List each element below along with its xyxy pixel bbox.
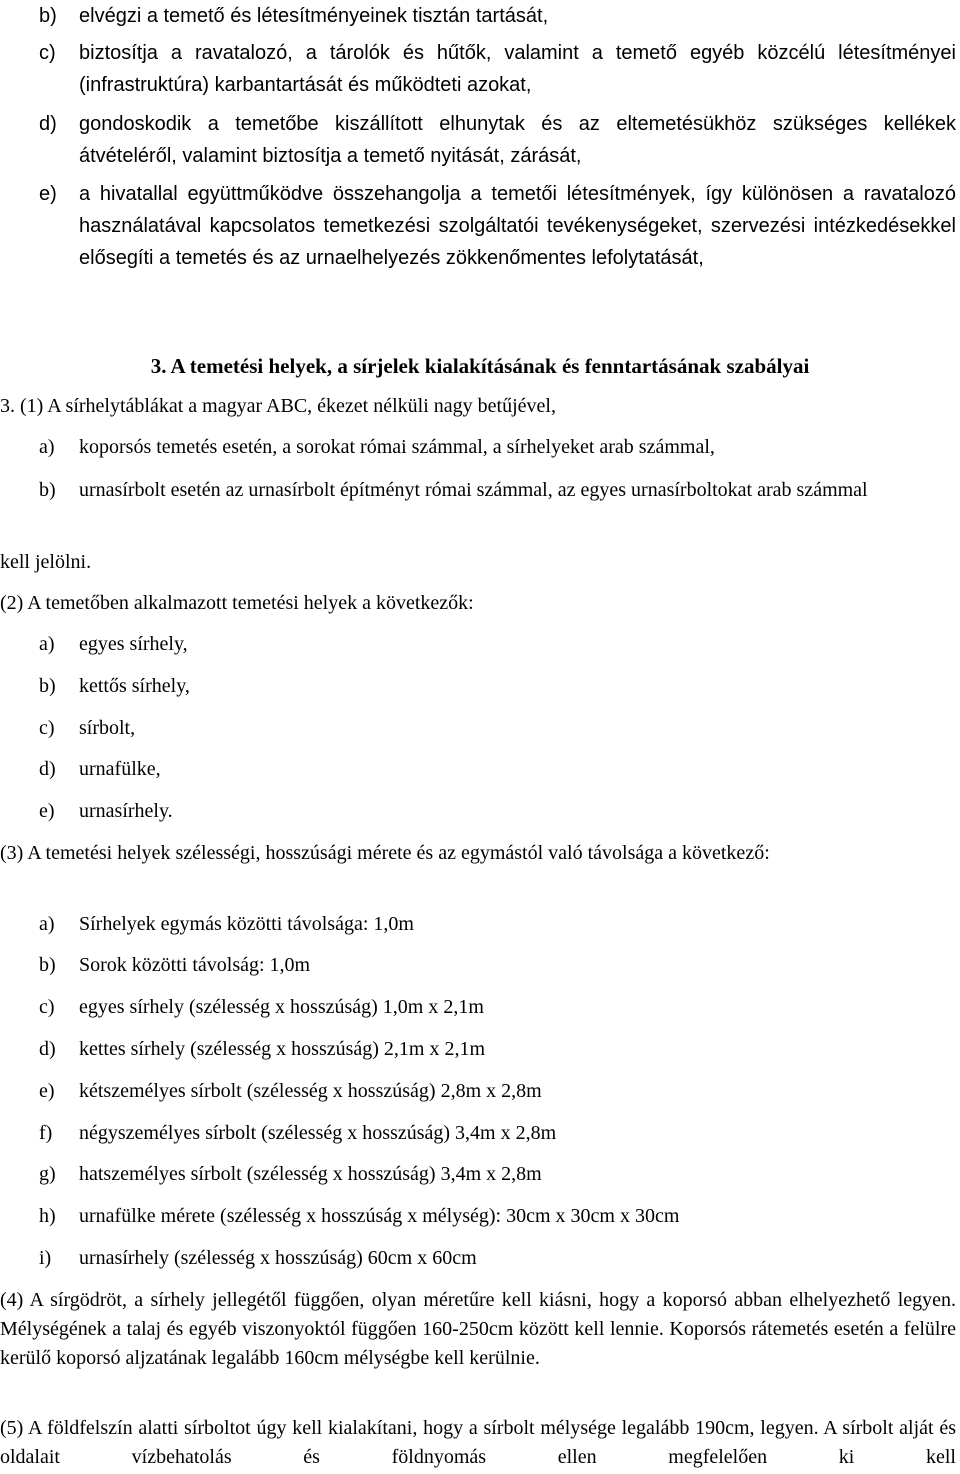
list-item-label: e) bbox=[39, 1080, 55, 1102]
list-item-b bbox=[39, 0, 956, 32]
p3-list-item-c bbox=[39, 993, 956, 1022]
section-heading: 3. A temetési helyek, a sírjelek kialakításának és fenntartásának szabályai bbox=[150, 354, 810, 378]
list-item-text: egyes sírhely (szélesség x hosszúság) 1,0m x 2,1m bbox=[79, 996, 484, 1018]
list-item-label: c) bbox=[39, 996, 55, 1018]
p3-list-item-g bbox=[39, 1160, 956, 1189]
list-item-text: négyszemélyes sírbolt (szélesség x hosszúság) 3,4m x 2,8m bbox=[79, 1122, 557, 1144]
list-item-d bbox=[39, 108, 956, 172]
p3-list-item-d bbox=[39, 1035, 956, 1064]
list-item-label: d) bbox=[39, 758, 56, 780]
p2-list-item-e bbox=[39, 797, 956, 826]
list-item-text: Sorok közötti távolság: 1,0m bbox=[79, 954, 311, 976]
paragraph-3-intro: (3) A temetési helyek szélességi, hosszúsági mérete és az egymástól való távolsága a következő: bbox=[0, 842, 770, 864]
p2-list-item-d bbox=[39, 755, 956, 784]
list-item-label: g) bbox=[39, 1163, 56, 1185]
list-item-text: urnasírhely (szélesség x hosszúság) 60cm x 60cm bbox=[79, 1247, 477, 1269]
list-item-label: b) bbox=[39, 5, 57, 27]
list-item-e bbox=[39, 178, 956, 274]
list-item-text: egyes sírhely, bbox=[79, 633, 188, 655]
list-item-label: b) bbox=[39, 954, 56, 976]
list-item-label: d) bbox=[39, 113, 57, 135]
p3-list-item-h bbox=[39, 1202, 956, 1231]
paragraph-1-outro: kell jelölni. bbox=[0, 551, 92, 573]
list-item-text: urnasírhely. bbox=[79, 800, 173, 822]
list-item-text: biztosítja a ravatalozó, a tárolók és hűtők, valamint a temető egyéb közcélú létesítményei (infrastruktúra) karbantartását és működteti azokat, bbox=[79, 42, 956, 96]
list-item-text: gondoskodik a temetőbe kiszállított elhunytak és az eltemetésükhöz szükséges kellékek átvételéről, valamint biztosítja a temető nyitását, zárását, bbox=[79, 113, 956, 167]
p2-list-item-a bbox=[39, 630, 956, 659]
list-item-label: d) bbox=[39, 1038, 56, 1060]
list-item-label: f) bbox=[39, 1122, 53, 1144]
list-item-text: elvégzi a temető és létesítményeinek tisztán tartását, bbox=[79, 5, 549, 27]
list-item-label: h) bbox=[39, 1205, 56, 1227]
list-item-label: b) bbox=[39, 675, 56, 697]
p2-list-item-c bbox=[39, 714, 956, 743]
p3-list-item-e bbox=[39, 1077, 956, 1106]
list-item-label: b) bbox=[39, 479, 56, 501]
list-item-text: kétszemélyes sírbolt (szélesség x hosszúság) 2,8m x 2,8m bbox=[79, 1080, 542, 1102]
paragraph-4: (4) A sírgödröt, a sírhely jellegétől függően, olyan méretűre kell kiásni, hogy a koporsó abban elhelyezhető legyen. Mélységének a talaj és egyéb viszonyoktól függően 160-250cm között kell lennie. Koporsós rátemetés esetén a felülre kerülő koporsó aljzatának legalább 160cm mélységbe kell kerülnie. bbox=[0, 1289, 956, 1369]
list-item-text: koporsós temetés esetén, a sorokat római számmal, a sírhelyeket arab számmal, bbox=[79, 436, 715, 458]
list-item-text: urnafülke, bbox=[79, 758, 161, 780]
list-item-label: a) bbox=[39, 633, 55, 655]
list-item-text: kettős sírhely, bbox=[79, 675, 190, 697]
list-item-label: e) bbox=[39, 183, 57, 205]
list-item-label: a) bbox=[39, 913, 55, 935]
list-item-text: a hivatallal együttműködve összehangolja a temetői létesítmények, így különösen a ravatalozó használatával kapcsolatos temetkezési szolgáltatói tevékenységeket, szervezési intézkedésekkel elősegíti a temetés és az urnaelhelyezés zökkenőmentes lefolytatását, bbox=[79, 183, 956, 269]
paragraph-2-intro: (2) A temetőben alkalmazott temetési helyek a következők: bbox=[0, 592, 474, 614]
list-item-label: a) bbox=[39, 436, 55, 458]
list-item-text: urnasírbolt esetén az urnasírbolt építményt római számmal, az egyes urnasírboltokat arab számmal bbox=[79, 479, 868, 501]
list-item-label: i) bbox=[39, 1247, 52, 1269]
p1-list-item-b bbox=[39, 476, 956, 505]
list-item-c bbox=[39, 37, 956, 101]
p3-list-item-i bbox=[39, 1244, 956, 1273]
list-item-text: sírbolt, bbox=[79, 717, 136, 739]
list-item-text: Sírhelyek egymás közötti távolsága: 1,0m bbox=[79, 913, 414, 935]
p3-list-item-a bbox=[39, 910, 956, 939]
p3-list-item-b bbox=[39, 951, 956, 980]
paragraph-5: (5) A földfelszín alatti sírboltot úgy kell kialakítani, hogy a sírbolt mélysége legalább 190cm, legyen. A sírbolt alját és oldalait vízbehatolás és földnyomás ellen megfelelően ki kell bbox=[0, 1417, 956, 1468]
p2-list-item-b bbox=[39, 672, 956, 701]
paragraph-1-intro: 3. (1) A sírhelytáblákat a magyar ABC, ékezet nélküli nagy betűjével, bbox=[0, 395, 556, 417]
list-item-text: kettes sírhely (szélesség x hosszúság) 2,1m x 2,1m bbox=[79, 1038, 486, 1060]
p3-list-item-f bbox=[39, 1119, 956, 1148]
list-item-label: c) bbox=[39, 42, 56, 64]
list-item-text: urnafülke mérete (szélesség x hosszúság x mélység): 30cm x 30cm x 30cm bbox=[79, 1205, 680, 1227]
p1-list-item-a bbox=[39, 433, 956, 462]
list-item-label: e) bbox=[39, 800, 55, 822]
list-item-text: hatszemélyes sírbolt (szélesség x hosszúság) 3,4m x 2,8m bbox=[79, 1163, 542, 1185]
list-item-label: c) bbox=[39, 717, 55, 739]
